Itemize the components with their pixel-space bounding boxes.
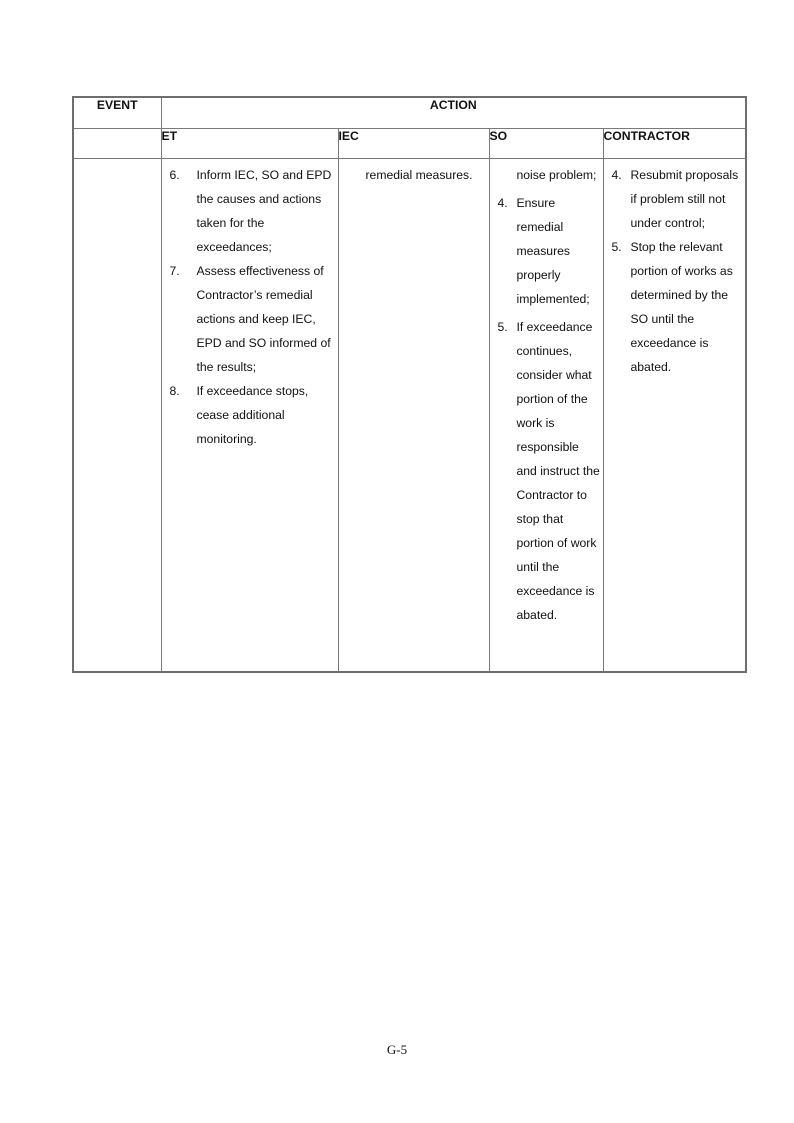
iec-text: remedial measures. (365, 168, 473, 182)
column-header-iec: IEC (338, 129, 489, 159)
event-header: EVENT (73, 97, 161, 129)
so-continuation-text: noise problem; (516, 168, 597, 182)
list-item: 5. If exceedance continues, consider what portion of the work is responsible and instruct the Contractor to stop that portion of work until the exceedance is abated. (497, 320, 600, 622)
column-header-contractor: CONTRACTOR (603, 129, 746, 159)
page-number: G-5 (386, 1042, 408, 1057)
list-item: 4. Ensure remedial measures properly implemented; (497, 196, 590, 306)
contractor-cell (603, 159, 746, 673)
column-header-et: ET (161, 129, 338, 159)
list-item: 8. If exceedance stops, cease additional monitoring. (169, 384, 309, 446)
list-item: 6. Inform IEC, SO and EPD the causes and actions taken for the exceedances; (169, 168, 332, 254)
et-cell (161, 159, 338, 673)
event-cell (73, 159, 161, 673)
column-header-so: SO (489, 129, 603, 159)
so-cell (489, 159, 603, 673)
action-header: ACTION (161, 97, 746, 129)
iec-cell (338, 159, 489, 673)
list-item: 5. Stop the relevant portion of works as determined by the SO until the exceedance is abated. (611, 240, 733, 374)
list-item: 7. Assess effectiveness of Contractor’s remedial actions and keep IEC, EPD and SO informed of the results; (169, 264, 331, 374)
event-header-cell-blank (73, 129, 161, 159)
event-action-table (72, 96, 747, 673)
list-item: 4. Resubmit proposals if problem still not under control; (611, 168, 739, 230)
